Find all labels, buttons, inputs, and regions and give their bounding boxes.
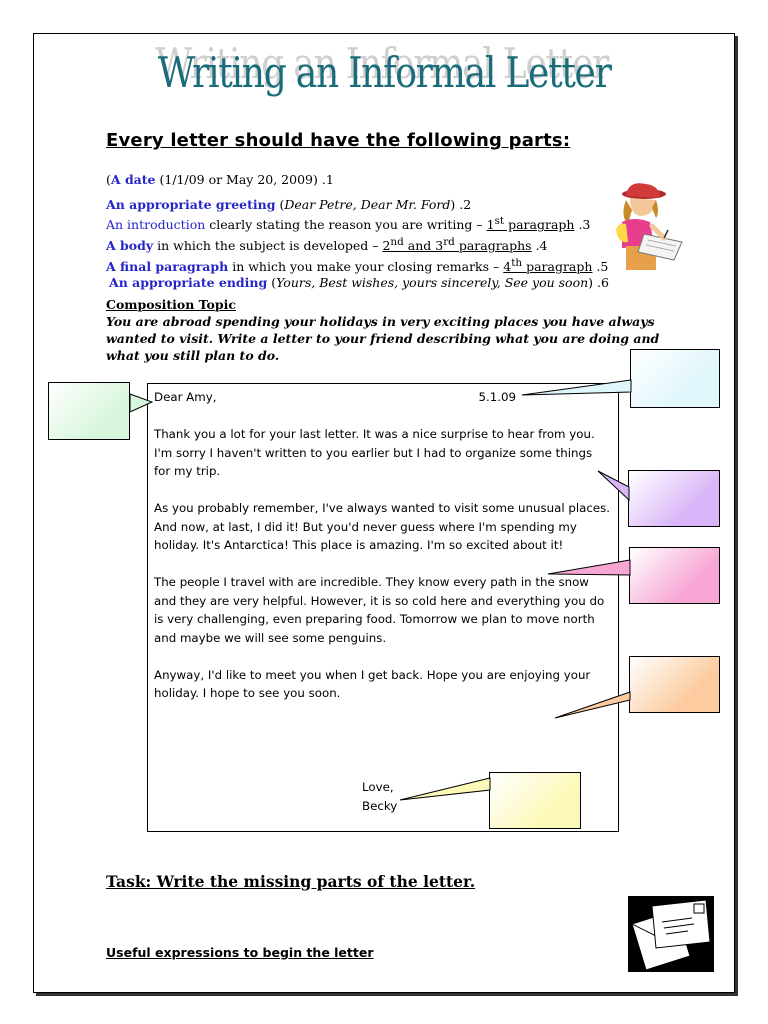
part-final-sup: th	[511, 256, 523, 269]
part-date-open: (	[106, 172, 111, 187]
letter-signature: Becky	[362, 798, 398, 813]
part-intro-index: .3	[574, 217, 591, 233]
letter-paragraph-1: Thank you a lot for your last letter. It was a nice surprise to hear from you. I'm sorry I haven't written to you earlier but I had to organize some things for my trip.	[154, 427, 595, 478]
pointer-yellow	[400, 778, 490, 800]
page-title: Writing an Informal Letter	[157, 48, 611, 97]
pointer-blue	[522, 380, 631, 395]
part-ending-label: An appropriate ending	[109, 275, 268, 291]
part-body-sup1: nd	[390, 235, 404, 248]
part-greeting-open: (	[275, 196, 285, 212]
part-final-text: in which you make your closing remarks –	[228, 258, 504, 274]
part-body-para: paragraphs	[454, 238, 532, 254]
part-intro-text: clearly stating the reason you are writing –	[205, 217, 487, 233]
part-date-label: A date	[110, 172, 156, 187]
letter-paragraph-4: Anyway, I'd like to meet you when I get back. Hope you are enjoying your holiday. I hope to see you soon.	[154, 667, 591, 700]
pointer-pink	[548, 560, 630, 575]
letter-greeting: Dear Amy,	[154, 390, 217, 404]
pointer-green	[130, 394, 152, 412]
part-greeting-example: Dear Petre, Dear Mr. Ford	[284, 196, 451, 212]
letter-paragraph-3: The people I travel with are incredible. They know every path in the snow and they are very helpful. However, it is so cold here and everything you do is very challenging, even preparing food. Tomorrow we plan to move north and maybe we will see some penguins.	[154, 575, 605, 645]
part-ending-index: ) .6	[588, 275, 609, 291]
letter-paragraph-2: As you probably remember, I've always wanted to visit some unusual places. And now, at last, I did it! But you'd never guess where I'm spending my holiday. It's Antarctica! This place is amazing. I'm so excited about it!	[154, 501, 610, 552]
useful-expressions-heading: Useful expressions to begin the letter	[106, 945, 374, 960]
part-ending-example: Yours, Best wishes, yours sincerely, See you soon	[276, 275, 589, 291]
composition-heading: Composition Topic	[106, 297, 236, 312]
part-body-text: in which the subject is developed –	[153, 238, 383, 254]
composition-text: You are abroad spending your holidays in very exciting places you have always wanted to visit. Write a letter to your friend describing what you are doing and what you still plan to do.	[106, 314, 660, 363]
part-intro-sup: st	[494, 215, 505, 228]
part-body-label: A body	[106, 238, 154, 254]
part-final-label: A final paragraph	[106, 258, 229, 274]
parts-heading: Every letter should have the following parts:	[106, 130, 571, 151]
letter-date: 5.1.09	[478, 390, 516, 404]
part-body-index: .4	[531, 238, 548, 254]
letter-closing: Love,	[362, 780, 394, 794]
part-body-sup2: rd	[443, 235, 455, 248]
part-intro-para: paragraph	[504, 217, 575, 233]
part-intro-label: An introduction	[106, 217, 206, 233]
envelope-icon	[628, 896, 714, 972]
part-greeting-num: ) .2	[450, 196, 472, 212]
task-instruction: Task: Write the missing parts of the letter.	[106, 872, 476, 891]
pointer-peach	[555, 692, 630, 718]
part-final-index: .5	[592, 258, 609, 274]
part-body-and: and 3	[403, 238, 444, 254]
part-intro-num: 1	[486, 217, 495, 233]
part-greeting-label: An appropriate greeting	[106, 196, 276, 212]
part-final-num: 4	[503, 258, 512, 274]
pointer-purple	[598, 471, 629, 500]
part-ending-open: (	[267, 275, 277, 291]
part-final-para: paragraph	[522, 258, 593, 274]
part-date-text: (1/1/09 or May 20, 2009) .1	[155, 172, 334, 187]
part-body-num: 2	[382, 238, 391, 254]
